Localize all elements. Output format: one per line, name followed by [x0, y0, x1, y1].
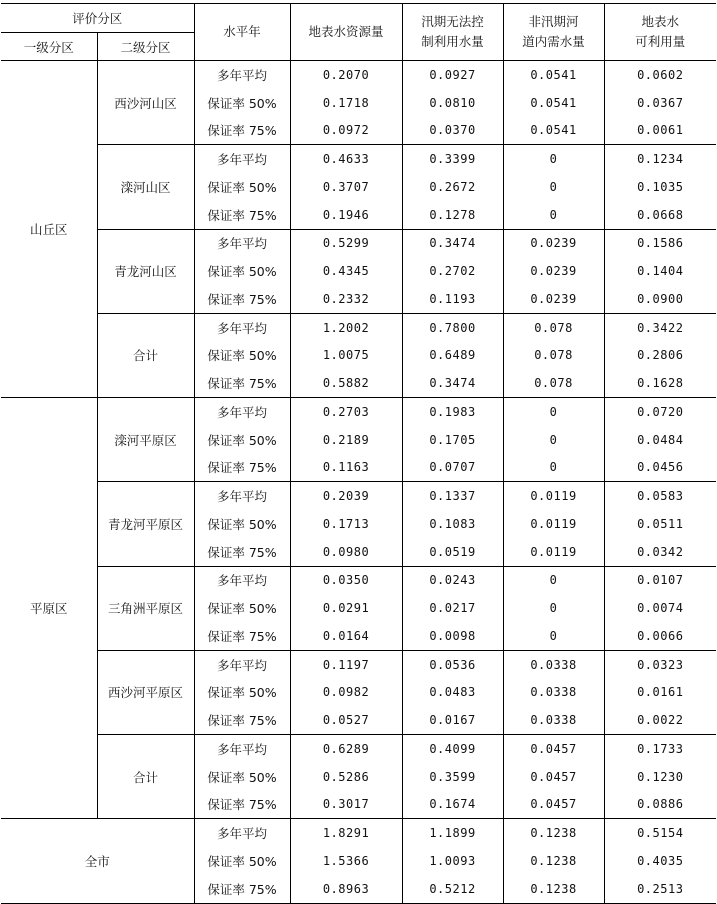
- value-cell: 0.0119: [503, 482, 604, 510]
- value-cell: 0.0338: [503, 706, 604, 734]
- value-cell: 0.1983: [402, 398, 503, 426]
- value-cell: 0.0810: [402, 89, 503, 117]
- header-flood-uncontrolled: 汛期无法控 制利用水量: [402, 4, 503, 61]
- value-cell: 0.0457: [503, 763, 604, 791]
- value-cell: 0.1035: [637, 179, 684, 194]
- value-cell: 0.0927: [402, 61, 503, 89]
- value-cell: 0.1404: [637, 264, 684, 279]
- value-cell: 0.0483: [402, 679, 503, 707]
- header-surface-water: 地表水资源量: [290, 4, 402, 61]
- value-cell: 0.078: [503, 313, 604, 341]
- value-cell: 0.1197: [290, 650, 402, 678]
- value-cell: 0.0061: [604, 117, 716, 145]
- level2-zone-cell: 西沙河山区: [97, 61, 194, 145]
- value-cell: 0.3474: [402, 369, 503, 397]
- table-header: [1, 4, 716, 61]
- value-cell: 0.1946: [290, 201, 402, 229]
- value-cell: 0.2513: [604, 875, 716, 903]
- total-zone-cell: 全市: [1, 819, 194, 903]
- level-year-cell: 多年平均: [194, 482, 290, 510]
- header-nonflood-demand: 非汛期河 道内需水量: [503, 4, 604, 61]
- value-cell: 1.8291: [290, 819, 402, 847]
- header-level-year: 水平年: [194, 4, 290, 61]
- table-row: [1, 819, 716, 847]
- table-row: [1, 735, 716, 763]
- value-cell: 0.1674: [402, 791, 503, 819]
- value-cell: 0: [503, 145, 604, 173]
- level2-zone-cell: 合计: [97, 313, 194, 397]
- value-cell: 0: [503, 201, 604, 229]
- value-cell: 0.3017: [290, 791, 402, 819]
- level-year-cell: 保证率 50%: [194, 426, 290, 454]
- level1-zone-cell: 平原区: [1, 398, 97, 819]
- value-cell: 0.3707: [290, 173, 402, 201]
- value-cell: 0.2070: [290, 61, 402, 89]
- value-cell: 0.8963: [290, 875, 402, 903]
- value-cell: 0.2672: [402, 173, 503, 201]
- value-cell: 0.1718: [290, 89, 402, 117]
- value-cell: 0.2332: [290, 285, 402, 313]
- level2-zone-cell: 滦河平原区: [97, 398, 194, 482]
- level-year-cell: 保证率 50%: [194, 173, 290, 201]
- value-cell: 0.1193: [402, 285, 503, 313]
- value-cell: 0.1238: [503, 847, 604, 875]
- value-cell: 0.0239: [503, 229, 604, 257]
- water-resources-table: [1, 3, 716, 904]
- level-year-cell: 保证率 50%: [194, 847, 290, 875]
- value-cell: 0.0291: [290, 594, 402, 622]
- value-cell: 0.0239: [503, 285, 604, 313]
- level-year-cell: 保证率 75%: [194, 369, 290, 397]
- value-cell: 0.0350: [290, 566, 402, 594]
- value-cell: 0.0367: [637, 95, 684, 110]
- value-cell: 0.2703: [290, 398, 402, 426]
- value-cell: 0: [503, 566, 604, 594]
- value-cell: 0.0217: [402, 594, 503, 622]
- table-row: [1, 145, 716, 173]
- value-cell: 0.0022: [604, 706, 716, 734]
- table-row: [1, 482, 716, 510]
- value-cell: 0.1733: [637, 741, 684, 756]
- value-cell: 0.0066: [604, 622, 716, 650]
- level1-zone-cell: 山丘区: [1, 61, 97, 398]
- value-cell: 0.0167: [402, 706, 503, 734]
- header-eval-zone: 评价分区: [1, 4, 194, 33]
- value-cell: 0.0980: [290, 538, 402, 566]
- value-cell: 0.078: [503, 342, 604, 370]
- level-year-cell: 多年平均: [194, 229, 290, 257]
- level2-zone-cell: 青龙河山区: [97, 229, 194, 313]
- value-cell: 0.5212: [402, 875, 503, 903]
- value-cell: 1.0075: [290, 342, 402, 370]
- value-cell: 0.0161: [637, 685, 684, 700]
- value-cell: 0.1230: [637, 769, 684, 784]
- value-cell: 0.0107: [637, 573, 684, 588]
- value-cell: 0.6289: [290, 735, 402, 763]
- level2-zone-cell: 青龙河平原区: [97, 482, 194, 566]
- level-year-cell: 多年平均: [194, 61, 290, 89]
- level2-zone-cell: 合计: [97, 735, 194, 819]
- level-year-cell: 保证率 50%: [194, 594, 290, 622]
- value-cell: 0.0536: [402, 650, 503, 678]
- value-cell: 0.0457: [503, 791, 604, 819]
- value-cell: 0.1238: [503, 875, 604, 903]
- value-cell: 0.4345: [290, 257, 402, 285]
- level-year-cell: 保证率 75%: [194, 538, 290, 566]
- value-cell: 0: [503, 426, 604, 454]
- level-year-cell: 多年平均: [194, 145, 290, 173]
- table-row: [1, 650, 716, 678]
- level-year-cell: 保证率 75%: [194, 875, 290, 903]
- value-cell: 0.1083: [402, 510, 503, 538]
- value-cell: 0.4035: [637, 853, 684, 868]
- value-cell: 0.2189: [290, 426, 402, 454]
- value-cell: 0.0456: [604, 454, 716, 482]
- value-cell: 0.1337: [402, 482, 503, 510]
- value-cell: 0.1705: [402, 426, 503, 454]
- value-cell: 0.0519: [402, 538, 503, 566]
- level-year-cell: 保证率 75%: [194, 791, 290, 819]
- level2-zone-cell: 滦河山区: [97, 145, 194, 229]
- level-year-cell: 保证率 75%: [194, 285, 290, 313]
- value-cell: 1.0093: [402, 847, 503, 875]
- level-year-cell: 多年平均: [194, 398, 290, 426]
- value-cell: 0.0972: [290, 117, 402, 145]
- value-cell: 0.1628: [604, 369, 716, 397]
- value-cell: 0.0323: [637, 657, 684, 672]
- level2-zone-cell: 西沙河平原区: [97, 650, 194, 734]
- table-row: [1, 61, 716, 89]
- level-year-cell: 保证率 50%: [194, 679, 290, 707]
- value-cell: 0.2039: [290, 482, 402, 510]
- value-cell: 0.0900: [604, 285, 716, 313]
- value-cell: 0.0886: [604, 791, 716, 819]
- value-cell: 0: [503, 398, 604, 426]
- header-level1: 一级分区: [1, 33, 97, 61]
- level-year-cell: 多年平均: [194, 735, 290, 763]
- level-year-cell: 多年平均: [194, 819, 290, 847]
- value-cell: 0.5154: [637, 826, 684, 841]
- value-cell: 0.3399: [402, 145, 503, 173]
- value-cell: 0.1234: [637, 152, 684, 167]
- value-cell: 0.0541: [503, 117, 604, 145]
- value-cell: 0.0338: [503, 650, 604, 678]
- value-cell: 1.2002: [290, 313, 402, 341]
- table-row: [1, 313, 716, 341]
- value-cell: 0.4099: [402, 735, 503, 763]
- level-year-cell: 保证率 50%: [194, 257, 290, 285]
- value-cell: 0.0119: [503, 510, 604, 538]
- value-cell: 0.0602: [637, 67, 684, 82]
- value-cell: 0.0342: [604, 538, 716, 566]
- value-cell: 0.1586: [637, 236, 684, 251]
- value-cell: 0.0457: [503, 735, 604, 763]
- value-cell: 0.5882: [290, 369, 402, 397]
- value-cell: 0.0511: [637, 516, 684, 531]
- value-cell: 0.0074: [637, 601, 684, 616]
- value-cell: 0.0541: [503, 89, 604, 117]
- value-cell: 0.0583: [637, 489, 684, 504]
- value-cell: 0.2806: [637, 348, 684, 363]
- value-cell: 0.5299: [290, 229, 402, 257]
- level-year-cell: 保证率 75%: [194, 117, 290, 145]
- table-row: [1, 229, 716, 257]
- value-cell: 1.5366: [290, 847, 402, 875]
- value-cell: 0.1278: [402, 201, 503, 229]
- table-body: [1, 61, 716, 904]
- value-cell: 0: [503, 173, 604, 201]
- value-cell: 0.0243: [402, 566, 503, 594]
- level-year-cell: 保证率 50%: [194, 510, 290, 538]
- table-row: [1, 566, 716, 594]
- level-year-cell: 保证率 50%: [194, 89, 290, 117]
- value-cell: 0.0982: [290, 679, 402, 707]
- level-year-cell: 保证率 50%: [194, 763, 290, 791]
- value-cell: 0.078: [503, 369, 604, 397]
- level-year-cell: 保证率 75%: [194, 454, 290, 482]
- table-row: [1, 398, 716, 426]
- header-level2: 二级分区: [97, 33, 194, 61]
- value-cell: 0: [503, 454, 604, 482]
- value-cell: 0.0098: [402, 622, 503, 650]
- value-cell: 0.0164: [290, 622, 402, 650]
- value-cell: 0.4633: [290, 145, 402, 173]
- value-cell: 0: [503, 594, 604, 622]
- value-cell: 0.6489: [402, 342, 503, 370]
- value-cell: 0.7800: [402, 313, 503, 341]
- level-year-cell: 保证率 50%: [194, 342, 290, 370]
- level-year-cell: 保证率 75%: [194, 706, 290, 734]
- level2-zone-cell: 三角洲平原区: [97, 566, 194, 650]
- value-cell: 0.3474: [402, 229, 503, 257]
- level-year-cell: 多年平均: [194, 650, 290, 678]
- value-cell: 0.1238: [503, 819, 604, 847]
- value-cell: 0.0707: [402, 454, 503, 482]
- value-cell: 0: [503, 622, 604, 650]
- value-cell: 0.0484: [637, 432, 684, 447]
- value-cell: 0.3422: [637, 320, 684, 335]
- level-year-cell: 多年平均: [194, 566, 290, 594]
- level-year-cell: 保证率 75%: [194, 622, 290, 650]
- value-cell: 0.0527: [290, 706, 402, 734]
- value-cell: 0.5286: [290, 763, 402, 791]
- value-cell: 1.1899: [402, 819, 503, 847]
- value-cell: 0.0541: [503, 61, 604, 89]
- level-year-cell: 多年平均: [194, 313, 290, 341]
- value-cell: 0.3599: [402, 763, 503, 791]
- value-cell: 0.1163: [290, 454, 402, 482]
- value-cell: 0.0720: [637, 404, 684, 419]
- value-cell: 0.1713: [290, 510, 402, 538]
- value-cell: 0.0370: [402, 117, 503, 145]
- header-available: 地表水 可利用量: [604, 4, 716, 61]
- level-year-cell: 保证率 75%: [194, 201, 290, 229]
- value-cell: 0.0119: [503, 538, 604, 566]
- value-cell: 0.0239: [503, 257, 604, 285]
- value-cell: 0.0338: [503, 679, 604, 707]
- value-cell: 0.2702: [402, 257, 503, 285]
- value-cell: 0.0668: [604, 201, 716, 229]
